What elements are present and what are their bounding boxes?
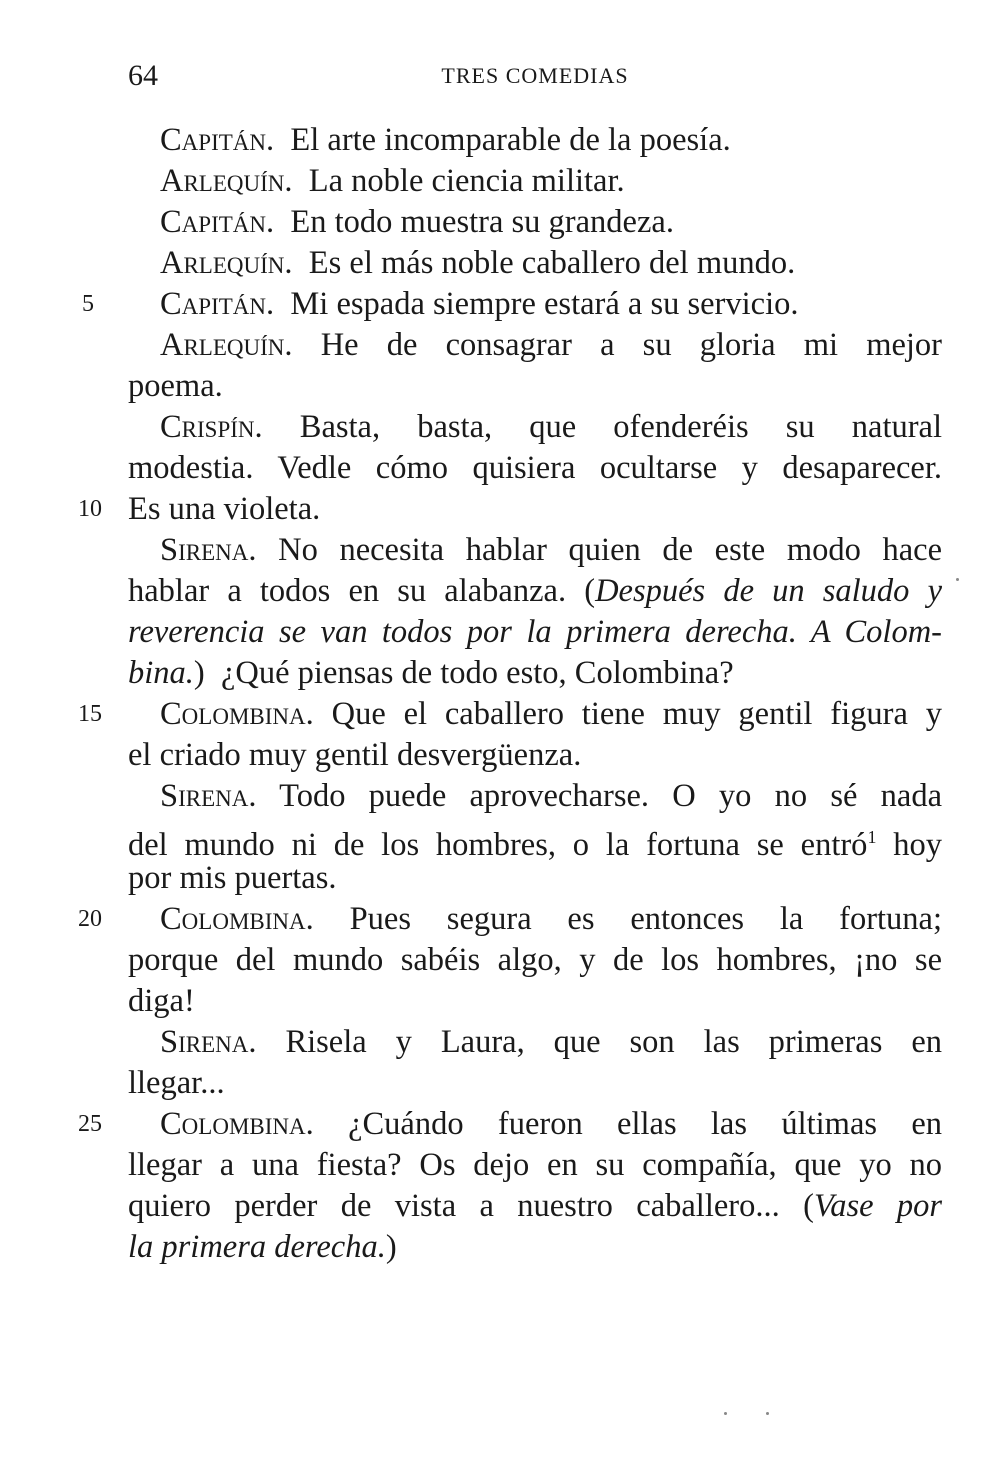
text-line — [128, 1022, 942, 1063]
text-line — [128, 858, 942, 899]
dialogue-text: porque del mundo sabéis algo, y de los hombres, ¡no se — [128, 942, 942, 978]
print-speck — [766, 1412, 769, 1415]
speaker-name: Sirena. — [160, 1024, 257, 1060]
text-line — [128, 448, 942, 489]
dialogue-text: diga! — [128, 983, 195, 1019]
dialogue-text: poema. — [128, 368, 223, 404]
dialogue-text: Que el caballero tiene muy gentil figura y — [331, 696, 942, 732]
dialogue-text: He de consagrar a su gloria mi mejor — [320, 327, 942, 363]
play-text — [78, 120, 943, 1268]
text-line — [128, 120, 942, 161]
footnote-marker: 1 — [867, 827, 877, 847]
stage-direction: Después de un saludo y — [595, 573, 942, 609]
speaker-name: Colombina. — [160, 696, 314, 732]
dialogue-text: Pues segura es entonces la fortuna; — [349, 901, 943, 937]
stage-direction: la primera derecha. — [128, 1229, 386, 1265]
dialogue-text: Es una violeta. — [128, 491, 321, 527]
text-line — [128, 981, 942, 1022]
text-line — [78, 1104, 942, 1145]
running-title: TRES COMEDIAS — [441, 63, 629, 88]
speaker-name: Arlequín. — [160, 163, 293, 199]
page-header — [128, 56, 942, 96]
text-line: la primera derecha.) — [128, 1229, 397, 1265]
text-line: quiero perder de vista a nuestro caballero... (Vase por — [128, 1188, 943, 1224]
dialogue-text: Todo puede aprovecharse. O yo no sé nada — [279, 778, 942, 814]
line-number: 10 — [78, 496, 102, 522]
text-line — [128, 940, 942, 981]
text-line — [128, 243, 942, 284]
dialogue-text: el criado muy gentil desvergüenza. — [128, 737, 582, 773]
text-line — [78, 489, 942, 530]
dialogue-text: No necesita hablar quien de este modo hace — [278, 532, 942, 568]
dialogue-text: del mundo ni de los hombres, o la fortuna se entró — [128, 826, 868, 863]
speaker-name: Colombina. — [160, 901, 314, 937]
text-line — [128, 612, 942, 653]
dialogue-text: hablar a todos en su alabanza. — [128, 573, 567, 609]
speaker-name: Capitán. — [160, 286, 275, 322]
text-line — [128, 735, 942, 776]
line-number: 25 — [78, 1111, 102, 1137]
text-line — [128, 366, 942, 407]
dialogue-text: En todo muestra su grandeza. — [290, 204, 674, 240]
dialogue-text: Risela y Laura, que son las primeras en — [285, 1024, 943, 1060]
text-line — [128, 1063, 942, 1104]
line-number: 5 — [82, 291, 94, 317]
speaker-name: Capitán. — [160, 122, 275, 158]
line-number: 15 — [78, 701, 102, 727]
dialogue-text: ¿Qué piensas de todo esto, Colombina? — [220, 655, 734, 691]
dialogue-text: modestia. Vedle cómo quisiera ocultarse y desaparecer. — [128, 450, 942, 486]
text-line — [128, 407, 942, 448]
text-line — [128, 817, 942, 863]
speaker-name: Sirena. — [160, 532, 257, 568]
text-line — [128, 202, 942, 243]
dialogue-text: quiero perder de vista a nuestro caballero... — [128, 1188, 780, 1224]
speaker-name: Sirena. — [160, 778, 257, 814]
speaker-name: Capitán. — [160, 204, 275, 240]
stage-direction: bina. — [128, 655, 194, 691]
speaker-name: Colombina. — [160, 1106, 314, 1142]
stage-direction: reverencia se van todos por la primera derecha. A Colom- — [128, 614, 942, 650]
page-number: 64 — [128, 59, 158, 92]
speaker-name: Arlequín. — [160, 327, 293, 363]
dialogue-text: llegar a una fiesta? Os dejo en su compañía, que yo no — [128, 1147, 942, 1183]
text-line: hablar a todos en su alabanza. (Después de un saludo y — [128, 573, 942, 609]
dialogue-text: Basta, basta, que ofenderéis su natural — [299, 409, 943, 445]
text-line — [128, 530, 942, 571]
text-line — [78, 694, 942, 735]
stage-direction: Vase por — [813, 1188, 943, 1224]
text-line: bina.) ¿Qué piensas de todo esto, Colombina? — [128, 655, 734, 691]
dialogue-text: Es el más noble caballero del mundo. — [308, 245, 796, 281]
dialogue-text: Mi espada siempre estará a su servicio. — [290, 286, 799, 322]
text-line — [128, 325, 942, 366]
dialogue-text: ¿Cuándo fueron ellas las últimas en — [348, 1106, 942, 1142]
line-number: 20 — [78, 906, 102, 932]
dialogue-text: llegar... — [128, 1065, 225, 1101]
print-speck — [956, 578, 959, 581]
text-line — [128, 1145, 942, 1186]
text-line — [128, 776, 942, 817]
dialogue-text: hoy — [893, 826, 942, 863]
dialogue-text: La noble ciencia militar. — [308, 163, 625, 199]
text-line — [82, 284, 942, 325]
speaker-name: Crispín. — [160, 409, 263, 445]
text-line — [78, 899, 943, 940]
text-line — [128, 161, 942, 202]
speaker-name: Arlequín. — [160, 245, 293, 281]
dialogue-text: por mis puertas. — [128, 860, 337, 896]
dialogue-text: El arte incomparable de la poesía. — [290, 122, 731, 158]
print-speck — [724, 1412, 727, 1415]
